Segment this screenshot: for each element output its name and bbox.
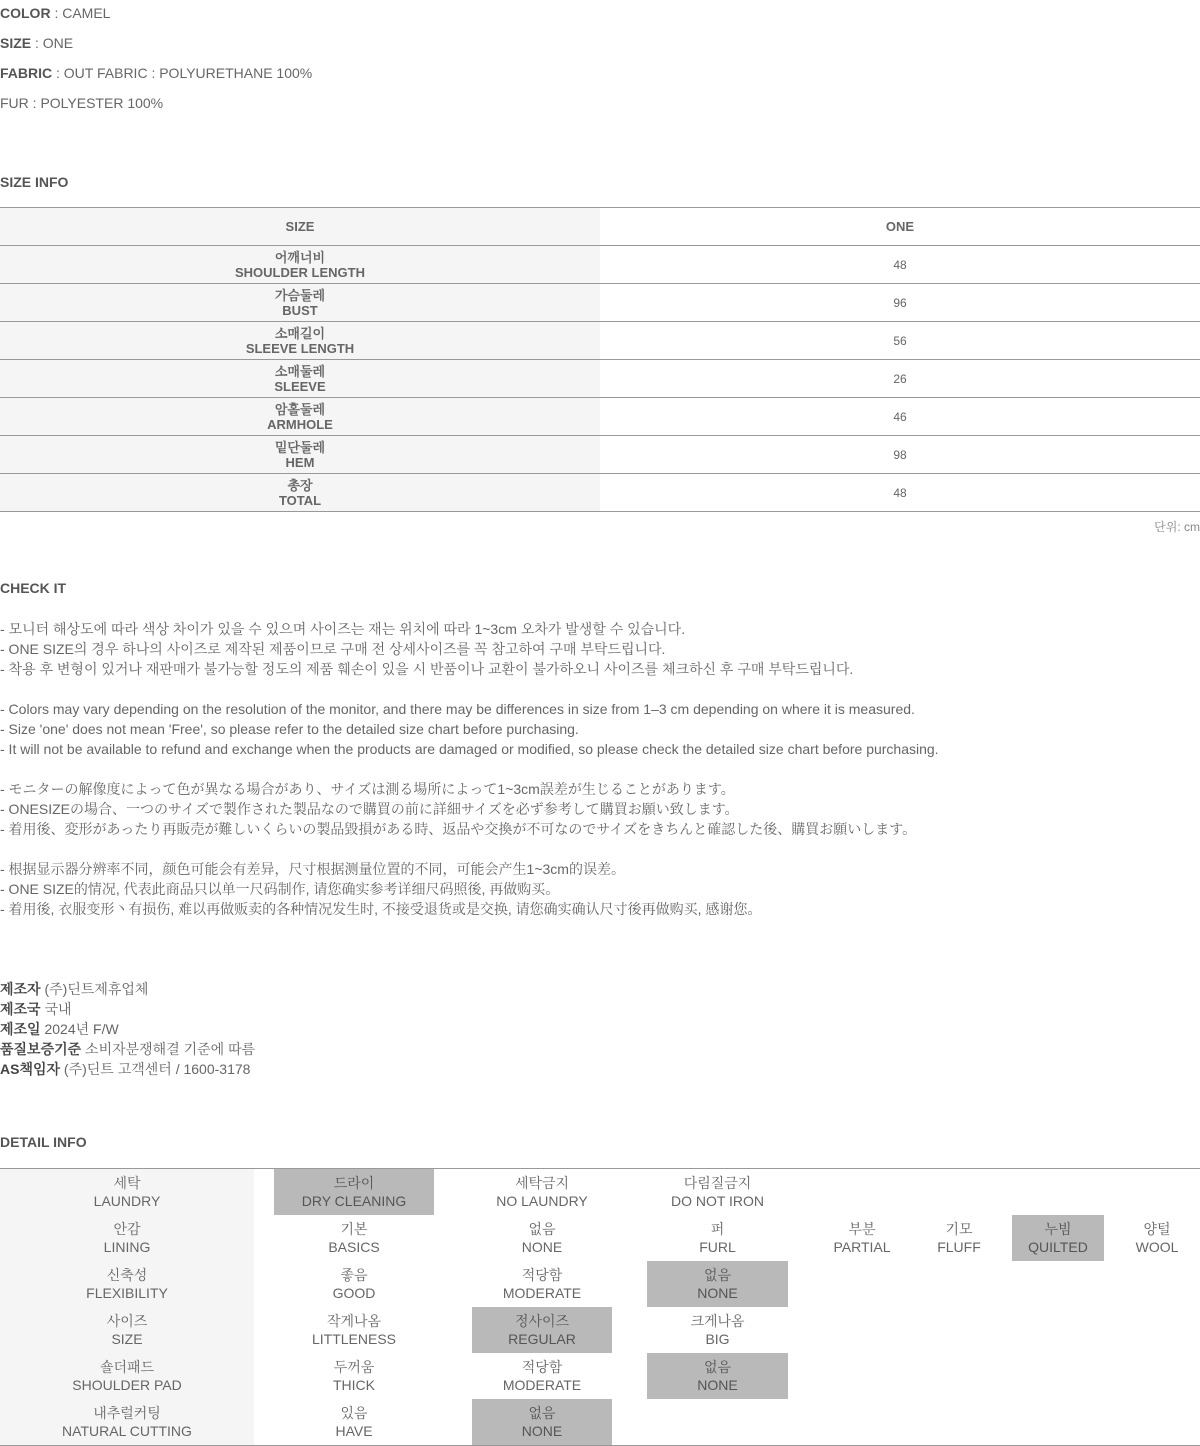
detail-row-label-flexibility — [0, 1261, 254, 1307]
option-en: NO LAUNDRY — [496, 1193, 588, 1209]
table-row — [0, 398, 1200, 436]
table-row — [0, 322, 1200, 360]
size-label-ko: 밑단둘레 — [274, 439, 326, 455]
detail-option-moderate — [472, 1353, 612, 1399]
detail-option-moderate — [472, 1261, 612, 1307]
spec-fabric — [0, 63, 312, 83]
size-row-label — [0, 474, 600, 511]
size-label-ko: 소매길이 — [274, 325, 326, 341]
unit-note: 단위: cm — [1154, 520, 1200, 534]
option-ko: 크게나옴 — [690, 1313, 745, 1329]
detail-option-regular — [472, 1307, 612, 1353]
maker-quality — [0, 1039, 255, 1059]
check-line-ko-2: - ONE SIZE의 경우 하나의 사이즈로 제작된 제품이므로 구매 전 상세사이즈를 꼭 참고하여 구매 부탁드립니다. — [0, 641, 666, 657]
detail-row-label-laundry — [0, 1169, 254, 1215]
option-ko: 두꺼움 — [333, 1359, 375, 1375]
check-line-zh-3: - 着用後, 衣服变形丶有损伤, 难以再做贩卖的各种情况发生时, 不接受退货或是交换, 请您确实确认尺寸後再做购买, 感谢您。 — [0, 901, 762, 917]
size-label-en: BUST — [282, 302, 318, 318]
size-row-label — [0, 436, 600, 473]
table-row — [0, 474, 1200, 512]
detail-option-do-not-iron — [647, 1169, 788, 1215]
spec-value: FUR : POLYESTER 100% — [0, 95, 164, 111]
option-ko: 없음 — [528, 1221, 556, 1237]
maker-key: 품질보증기준 — [0, 1041, 82, 1057]
detail-row-label-shoulder-pad — [0, 1353, 254, 1399]
table-row — [0, 436, 1200, 474]
detail-option-none — [472, 1215, 612, 1261]
check-line-ko-3: - 착용 후 변형이 있거나 재판매가 불가능할 정도의 제품 훼손이 있을 시 반품이나 교환이 불가하오니 사이즈를 체크하신 후 구매 부탁드립니다. — [0, 661, 854, 677]
size-row-label — [0, 398, 600, 435]
size-label-en: SHOULDER LENGTH — [235, 264, 365, 280]
size-row-value: 98 — [893, 447, 907, 462]
check-line-en-2: - Size 'one' does not mean 'Free', so please refer to the detailed size chart before purchasing. — [0, 721, 579, 737]
option-en: FLUFF — [937, 1239, 981, 1255]
size-table-header — [0, 208, 1200, 246]
option-en: HAVE — [335, 1423, 373, 1439]
check-line-zh-1: - 根据显示器分辨率不同，颜色可能会有差异，尺寸根据测量位置的不同，可能会产生1~3cm的误差。 — [0, 861, 625, 877]
maker-country — [0, 999, 72, 1019]
spec-fur — [0, 93, 163, 113]
size-row-value: 96 — [893, 295, 907, 310]
option-en: MODERATE — [502, 1285, 582, 1301]
option-en: NONE — [521, 1423, 563, 1439]
spec-value: : CAMEL — [50, 5, 111, 21]
maker-value: (주)딘트 고객센터 / 1600-3178 — [60, 1061, 251, 1077]
option-ko: 퍼 — [710, 1221, 725, 1237]
detail-option-wool — [1114, 1215, 1200, 1261]
size-header-value: ONE — [600, 208, 1200, 245]
option-ko: 부분 — [848, 1221, 876, 1237]
option-ko: 좋음 — [340, 1267, 368, 1283]
option-en: BASICS — [328, 1239, 380, 1255]
check-line-ja-3: - 着用後、変形があったり再販売が難しいくらいの製品毀損がある時、返品や交換が不可なのでサイズをきちんと確認した後、購買お願いします。 — [0, 821, 917, 837]
size-label-en: TOTAL — [278, 492, 322, 508]
table-row — [0, 284, 1200, 322]
option-en: NONE — [521, 1239, 563, 1255]
size-row-label — [0, 360, 600, 397]
option-en: BIG — [705, 1331, 730, 1347]
option-ko: 작게나옴 — [326, 1313, 382, 1329]
check-line-en-1: - Colors may vary depending on the resolution of the monitor, and there may be differences in size from 1–3 cm depending on where it is measured. — [0, 701, 915, 717]
size-row-value: 26 — [893, 371, 907, 386]
detail-table — [0, 1168, 1200, 1446]
maker-date — [0, 1019, 119, 1039]
detail-option-none — [647, 1261, 788, 1307]
detail-label-ko: 내추럴커팅 — [93, 1405, 161, 1421]
size-label-en: HEM — [285, 454, 315, 470]
option-ko: 없음 — [703, 1267, 732, 1283]
option-en: QUILTED — [1028, 1239, 1088, 1255]
size-label-ko: 소매둘레 — [274, 363, 326, 379]
option-en: GOOD — [332, 1285, 376, 1301]
detail-label-ko: 세탁 — [113, 1175, 141, 1191]
option-en: THICK — [333, 1377, 375, 1393]
detail-option-none — [647, 1353, 788, 1399]
option-ko: 기본 — [340, 1221, 368, 1237]
detail-label-en: SHOULDER PAD — [72, 1377, 182, 1393]
spec-value: : ONE — [31, 35, 74, 51]
maker-value: 국내 — [40, 1001, 72, 1017]
option-en: DO NOT IRON — [670, 1193, 765, 1209]
check-it-title: CHECK IT — [0, 580, 67, 596]
detail-row-label-natural-cutting — [0, 1399, 254, 1445]
option-en: MODERATE — [502, 1377, 582, 1393]
table-row — [0, 360, 1200, 398]
size-info-title: SIZE INFO — [0, 174, 69, 190]
check-line-ko-1: - 모니터 해상도에 따라 색상 차이가 있을 수 있으며 사이즈는 재는 위치에 따라 1~3cm 오차가 발생할 수 있습니다. — [0, 621, 686, 637]
check-line-zh-2: - ONE SIZE的情况, 代表此商品只以单一尺码制作, 请您确实参考详细尺码照後, 再做购买。 — [0, 881, 560, 897]
detail-label-ko: 안감 — [113, 1221, 141, 1237]
detail-option-no-laundry — [472, 1169, 612, 1215]
size-label-ko: 암홀둘레 — [274, 401, 326, 417]
size-label-en: SLEEVE — [274, 378, 326, 394]
detail-label-ko: 사이즈 — [106, 1313, 148, 1329]
size-label-en: ARMHOLE — [267, 416, 333, 432]
option-ko: 누빔 — [1044, 1221, 1072, 1237]
maker-as — [0, 1059, 250, 1079]
option-ko: 없음 — [703, 1359, 732, 1375]
detail-option-basics — [274, 1215, 434, 1261]
detail-option-none — [472, 1399, 612, 1445]
option-en: WOOL — [1135, 1239, 1179, 1255]
detail-label-ko: 신축성 — [106, 1267, 148, 1283]
option-en: LITTLENESS — [311, 1331, 397, 1347]
option-ko: 적당함 — [521, 1267, 563, 1283]
size-table — [0, 207, 1200, 512]
detail-option-thick — [274, 1353, 434, 1399]
option-ko: 드라이 — [333, 1175, 375, 1191]
spec-key: COLOR — [0, 5, 51, 21]
size-label-en: SLEEVE LENGTH — [245, 340, 355, 356]
detail-label-ko: 숄더패드 — [99, 1359, 155, 1375]
option-ko: 정사이즈 — [514, 1313, 570, 1329]
option-ko: 다림질금지 — [683, 1175, 752, 1191]
option-ko: 기모 — [945, 1221, 973, 1237]
detail-option-furl — [647, 1215, 788, 1261]
maker-key: AS책임자 — [0, 1061, 61, 1077]
size-label-ko: 가슴둘레 — [274, 287, 326, 303]
size-header-label: SIZE — [0, 208, 600, 245]
spec-key: FABRIC — [0, 65, 53, 81]
spec-color — [0, 3, 110, 23]
detail-option-have — [274, 1399, 434, 1445]
option-en: FURL — [699, 1239, 736, 1255]
maker-value: (주)딘트제휴업체 — [40, 981, 149, 997]
size-row-value: 56 — [893, 333, 907, 348]
detail-label-en: LAUNDRY — [93, 1193, 161, 1209]
detail-option-fluff — [914, 1215, 1004, 1261]
maker-key: 제조자 — [0, 981, 41, 997]
maker-key: 제조국 — [0, 1001, 41, 1017]
maker-value: 2024년 F/W — [40, 1021, 119, 1037]
option-en: NONE — [697, 1377, 738, 1393]
size-row-label — [0, 284, 600, 321]
detail-option-dry-cleaning — [274, 1169, 434, 1215]
option-ko: 없음 — [528, 1405, 556, 1421]
option-ko: 있음 — [340, 1405, 368, 1421]
option-en: PARTIAL — [833, 1239, 891, 1255]
size-row-value: 46 — [893, 409, 907, 424]
detail-option-big — [647, 1307, 788, 1353]
option-en: NONE — [697, 1285, 738, 1301]
detail-option-partial — [812, 1215, 912, 1261]
detail-label-en: SIZE — [111, 1331, 143, 1347]
detail-info-title: DETAIL INFO — [0, 1134, 87, 1150]
size-label-ko: 어깨너비 — [274, 249, 326, 265]
detail-label-en: NATURAL CUTTING — [62, 1423, 192, 1439]
detail-option-good — [274, 1261, 434, 1307]
table-row — [0, 246, 1200, 284]
option-en: DRY CLEANING — [301, 1193, 407, 1209]
detail-option-littleness — [274, 1307, 434, 1353]
size-row-value: 48 — [893, 257, 907, 272]
detail-row-label-size — [0, 1307, 254, 1353]
maker-manufacturer — [0, 979, 148, 999]
size-label-ko: 총장 — [287, 477, 313, 493]
maker-key: 제조일 — [0, 1021, 41, 1037]
check-line-en-3: - It will not be available to refund and exchange when the products are damaged or modified, so please check the detailed size chart before purchasing. — [0, 741, 939, 757]
option-en: REGULAR — [508, 1331, 576, 1347]
spec-size — [0, 33, 73, 53]
detail-label-en: LINING — [103, 1239, 151, 1255]
size-row-label — [0, 246, 600, 283]
detail-option-quilted — [1012, 1215, 1104, 1261]
detail-row-label-lining — [0, 1215, 254, 1261]
check-line-ja-1: - モニターの解像度によって色が異なる場合があり、サイズは測る場所によって1~3cm誤差が生じることがあります。 — [0, 781, 735, 797]
spec-value: : OUT FABRIC : POLYURETHANE 100% — [52, 65, 313, 81]
size-row-value: 48 — [893, 485, 907, 500]
option-ko: 적당함 — [521, 1359, 563, 1375]
check-line-ja-2: - ONESIZEの場合、一つのサイズで製作された製品なので購買の前に詳細サイズを必ず参考して購買お願い致します。 — [0, 801, 739, 817]
detail-label-en: FLEXIBILITY — [86, 1285, 168, 1301]
option-ko: 양털 — [1143, 1221, 1171, 1237]
maker-value: 소비자분쟁해결 기준에 따름 — [81, 1041, 256, 1057]
size-row-label — [0, 322, 600, 359]
spec-key: SIZE — [0, 35, 32, 51]
option-ko: 세탁금지 — [514, 1175, 570, 1191]
